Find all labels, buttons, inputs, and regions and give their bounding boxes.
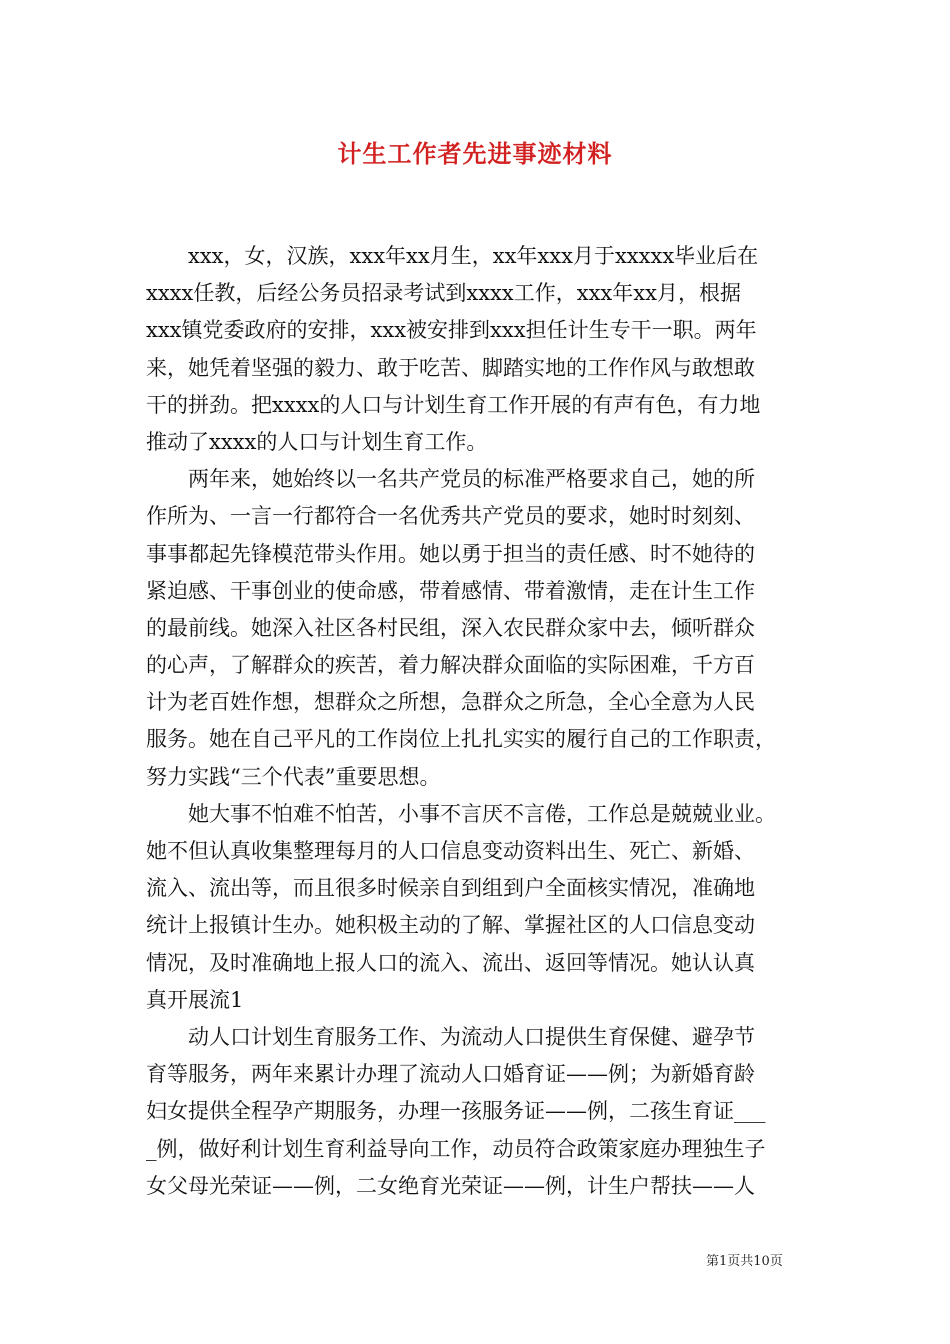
document-body: [146, 238, 814, 1205]
text-line: xxx镇党委政府的安排，xxx被安排到xxx担任计生专干一职。两年: [146, 318, 757, 343]
text-line: 真开展流1: [146, 987, 244, 1012]
text-line: 推动了xxxx的人口与计划生育工作。: [146, 429, 488, 454]
text-line: 育等服务，两年来累计办理了流动人口婚育证——例；为新婚育龄: [146, 1062, 755, 1087]
text-line: 的心声，了解群众的疾苦，着力解决群众面临的实际困难，千方百: [146, 653, 755, 678]
text-line: 事事都起先锋模范带头作用。她以勇于担当的责任感、时不她待的: [146, 541, 755, 566]
text-line: 来，她凭着坚强的毅力、敢于吃苦、脚踏实地的工作作风与敢想敢: [146, 355, 755, 380]
text-line: xxxx任教，后经公务员招录考试到xxxx工作，xxx年xx月，根据: [146, 281, 741, 306]
text-line: 动人口计划生育服务工作、为流动人口提供生育保健、避孕节: [188, 1024, 755, 1049]
text-line: 她不但认真收集整理每月的人口信息变动资料出生、死亡、新婚、: [146, 839, 755, 863]
document-title: 计生工作者先进事迹材料: [337, 139, 613, 168]
text-line: 她大事不怕难不怕苦，小事不言厌不言倦，工作总是兢兢业业。: [188, 801, 776, 826]
text-line: 干的拼劲。把xxxx的人口与计划生育工作开展的有声有色，有力地: [146, 392, 761, 417]
text-line: 两年来，她始终以一名共产党员的标准严格要求自己，她的所: [188, 467, 755, 492]
text-line: 流入、流出等，而且很多时候亲自到组到户全面核实情况，准确地: [146, 876, 755, 901]
text-line: 的最前线。她深入社区各村民组，深入农民群众家中去，倾听群众: [146, 615, 755, 640]
text-line: xxx，女，汉族，xxx年xx月生，xx年xxx月于xxxxx毕业后在: [188, 244, 759, 268]
text-line: 统计上报镇计生办。她积极主动的了解、掌握社区的人口信息变动: [146, 913, 755, 938]
text-line: _例，做好利计划生育利益导向工作，动员符合政策家庭办理独生子: [146, 1136, 766, 1161]
page-number-footer: 第1页共10页: [706, 1254, 783, 1269]
text-line: 妇女提供全程孕产期服务，办理一孩服务证——例，二孩生育证___: [146, 1099, 766, 1124]
text-line: 作所为、一言一行都符合一名优秀共产党员的要求，她时时刻刻、: [146, 504, 755, 529]
text-line: 计为老百姓作想，想群众之所想，急群众之所急，全心全意为人民: [146, 690, 755, 715]
text-line: 紧迫感、干事创业的使命感，带着感情、带着激情，走在计生工作: [146, 578, 755, 603]
text-line: 情况，及时准确地上报人口的流入、流出、返回等情况。她认认真: [146, 950, 755, 975]
text-line: 努力实践“三个代表”重要思想。: [146, 764, 441, 789]
text-line: 女父母光荣证——例，二女绝育光荣证——例，计生户帮扶——人: [146, 1173, 755, 1198]
text-line: 服务。她在自己平凡的工作岗位上扎扎实实的履行自己的工作职责，: [146, 727, 776, 752]
